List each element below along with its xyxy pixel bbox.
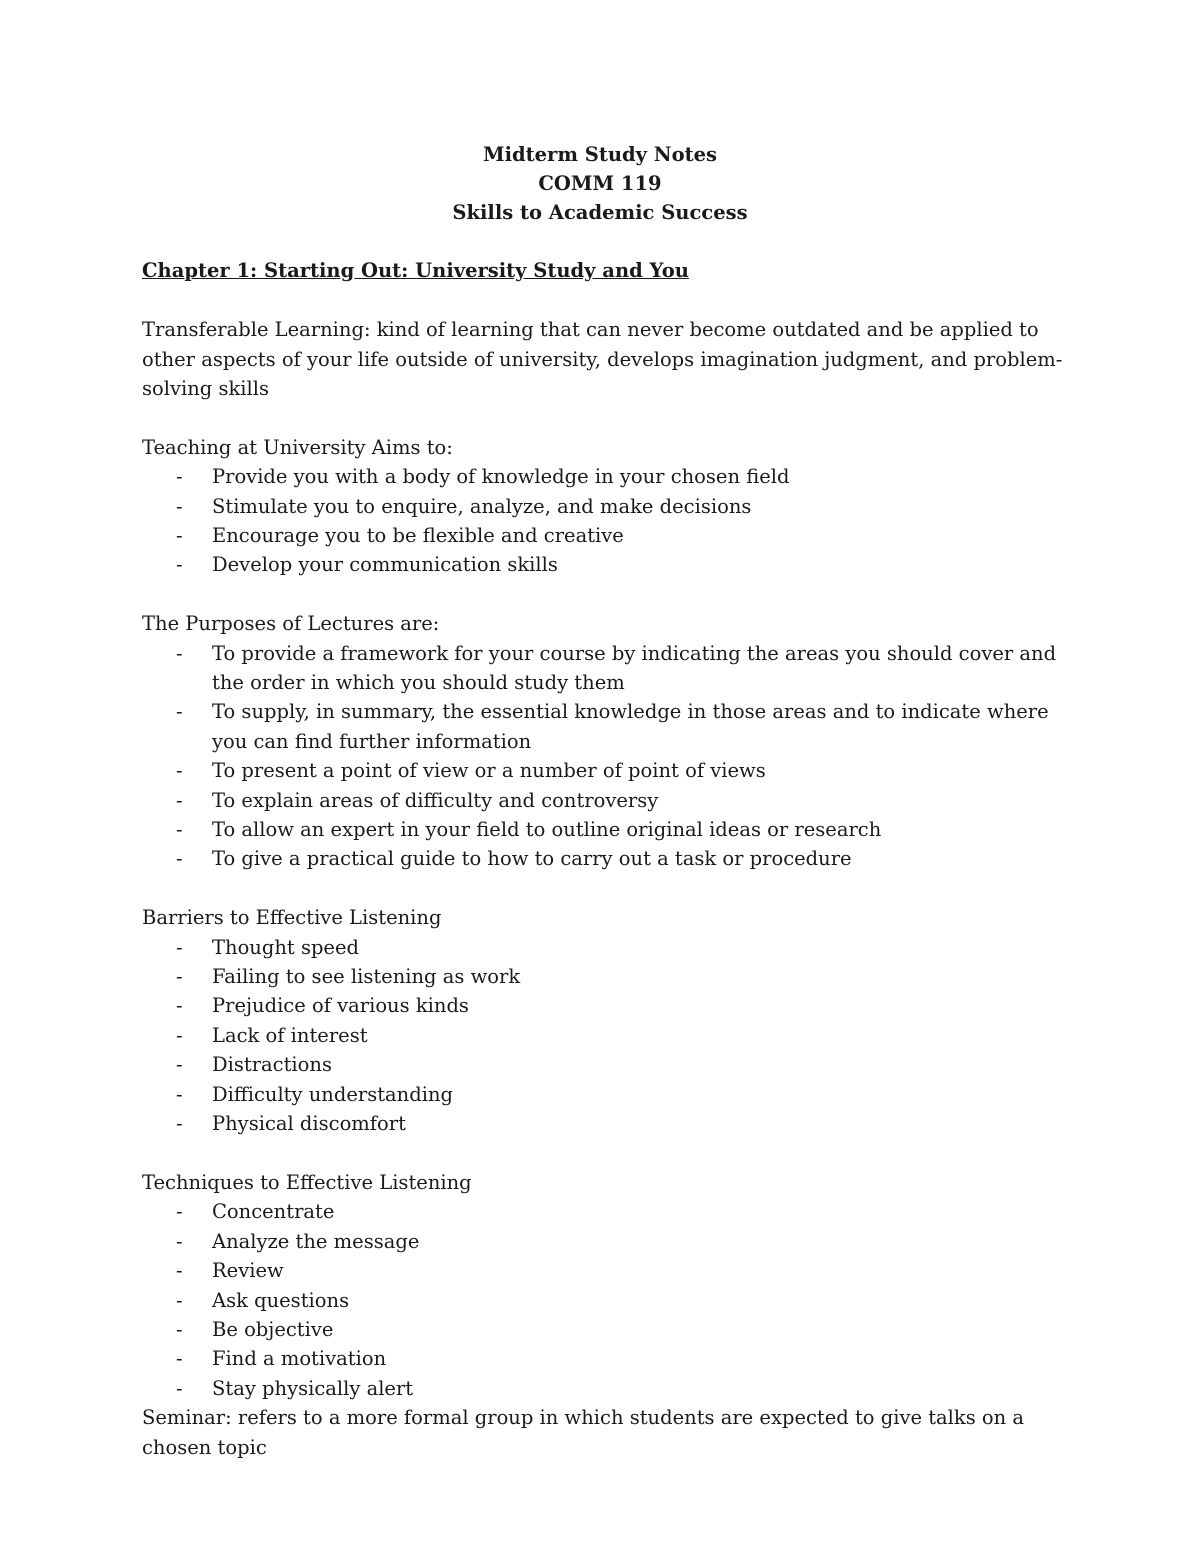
list-item: [142, 1050, 1082, 1079]
dash-bullet: -: [176, 1347, 183, 1371]
list-item-text: To give a practical guide to how to carry out a task or procedure: [212, 847, 852, 871]
list-item: [142, 697, 1082, 756]
lectures-purposes-list: [142, 639, 1082, 874]
list-item-text: Thought speed: [212, 935, 359, 959]
barriers-heading: Barriers to Effective Listening: [142, 906, 442, 930]
list-item: [142, 1080, 1082, 1109]
list-item: [142, 815, 1082, 844]
dash-bullet: -: [176, 641, 183, 665]
teaching-aims-heading: Teaching at University Aims to:: [142, 435, 453, 459]
list-item: [142, 1286, 1082, 1315]
barriers-list: [142, 933, 1082, 1139]
dash-bullet: -: [176, 553, 183, 577]
list-item-text: Lack of interest: [212, 1023, 368, 1047]
list-item-text: Analyze the message: [212, 1229, 420, 1253]
dash-bullet: -: [176, 1200, 183, 1224]
dash-bullet: -: [176, 1259, 183, 1283]
dash-bullet: -: [176, 1112, 183, 1136]
dash-bullet: -: [176, 1288, 183, 1312]
dash-bullet: -: [176, 700, 183, 724]
list-item: [142, 991, 1082, 1020]
list-item: [142, 756, 1082, 785]
list-item-text: To present a point of view or a number of point of views: [212, 759, 766, 783]
dash-bullet: -: [176, 1053, 183, 1077]
list-item: [142, 521, 1082, 550]
dash-bullet: -: [176, 994, 183, 1018]
lectures-purposes-heading: The Purposes of Lectures are:: [142, 612, 440, 636]
list-item-text: Difficulty understanding: [212, 1082, 453, 1106]
list-item-text: Find a motivation: [212, 1347, 387, 1371]
document-subtitle: Skills to Academic Success: [452, 201, 748, 224]
seminar-paragraph: Seminar: refers to a more formal group in which students are expected to give talks on a chosen topic: [142, 1406, 1025, 1459]
list-item-text: Develop your communication skills: [212, 553, 558, 577]
list-item-text: Be objective: [212, 1317, 334, 1341]
dash-bullet: -: [176, 847, 183, 871]
list-item-text: Review: [212, 1259, 284, 1283]
list-item: [142, 1197, 1082, 1226]
list-item-text: To explain areas of difficulty and controversy: [212, 788, 659, 812]
list-item-text: Provide you with a body of knowledge in your chosen field: [212, 465, 790, 489]
list-item-text: Physical discomfort: [212, 1112, 406, 1136]
dash-bullet: -: [176, 965, 183, 989]
title-block: [0, 140, 1200, 227]
list-item-text: To supply, in summary, the essential knowledge in those areas and to indicate where you can find further information: [212, 700, 1049, 753]
chapter-heading: Chapter 1: Starting Out: University Study and You: [142, 259, 689, 283]
list-item: [142, 933, 1082, 962]
dash-bullet: -: [176, 935, 183, 959]
list-item: [142, 1374, 1082, 1403]
techniques-heading: Techniques to Effective Listening: [142, 1170, 472, 1194]
transferable-learning-paragraph: Transferable Learning: kind of learning that can never become outdated and be applied to other aspects of your life outside of university, develops imagination judgment, and problem-solving skills: [142, 318, 1063, 400]
dash-bullet: -: [176, 818, 183, 842]
list-item-text: Concentrate: [212, 1200, 335, 1224]
dash-bullet: -: [176, 1229, 183, 1253]
list-item-text: Stay physically alert: [212, 1376, 414, 1400]
teaching-aims-list: [142, 462, 1082, 580]
list-item-text: Ask questions: [212, 1288, 350, 1312]
list-item-text: To allow an expert in your field to outline original ideas or research: [212, 818, 882, 842]
list-item: [142, 1315, 1082, 1344]
document-title: Midterm Study Notes: [483, 143, 717, 166]
course-code: COMM 119: [538, 172, 662, 195]
list-item: [142, 786, 1082, 815]
dash-bullet: -: [176, 1023, 183, 1047]
list-item: [142, 1109, 1082, 1138]
list-item-text: Stimulate you to enquire, analyze, and make decisions: [212, 494, 752, 518]
dash-bullet: -: [176, 524, 183, 548]
list-item: [142, 1227, 1082, 1256]
list-item: [142, 550, 1082, 579]
list-item-text: Distractions: [212, 1053, 332, 1077]
list-item: [142, 1344, 1082, 1373]
dash-bullet: -: [176, 1082, 183, 1106]
list-item: [142, 462, 1082, 491]
list-item: [142, 492, 1082, 521]
list-item-text: Prejudice of various kinds: [212, 994, 469, 1018]
techniques-list: [142, 1197, 1082, 1403]
list-item-text: Encourage you to be flexible and creative: [212, 524, 624, 548]
dash-bullet: -: [176, 1317, 183, 1341]
dash-bullet: -: [176, 788, 183, 812]
list-item: [142, 844, 1082, 873]
dash-bullet: -: [176, 465, 183, 489]
dash-bullet: -: [176, 494, 183, 518]
dash-bullet: -: [176, 1376, 183, 1400]
list-item: [142, 1021, 1082, 1050]
list-item-text: Failing to see listening as work: [212, 965, 521, 989]
list-item: [142, 962, 1082, 991]
dash-bullet: -: [176, 759, 183, 783]
list-item: [142, 639, 1082, 698]
list-item: [142, 1256, 1082, 1285]
list-item-text: To provide a framework for your course by indicating the areas you should cover and the order in which you should study them: [212, 641, 1057, 695]
document-page: [142, 140, 1082, 1462]
